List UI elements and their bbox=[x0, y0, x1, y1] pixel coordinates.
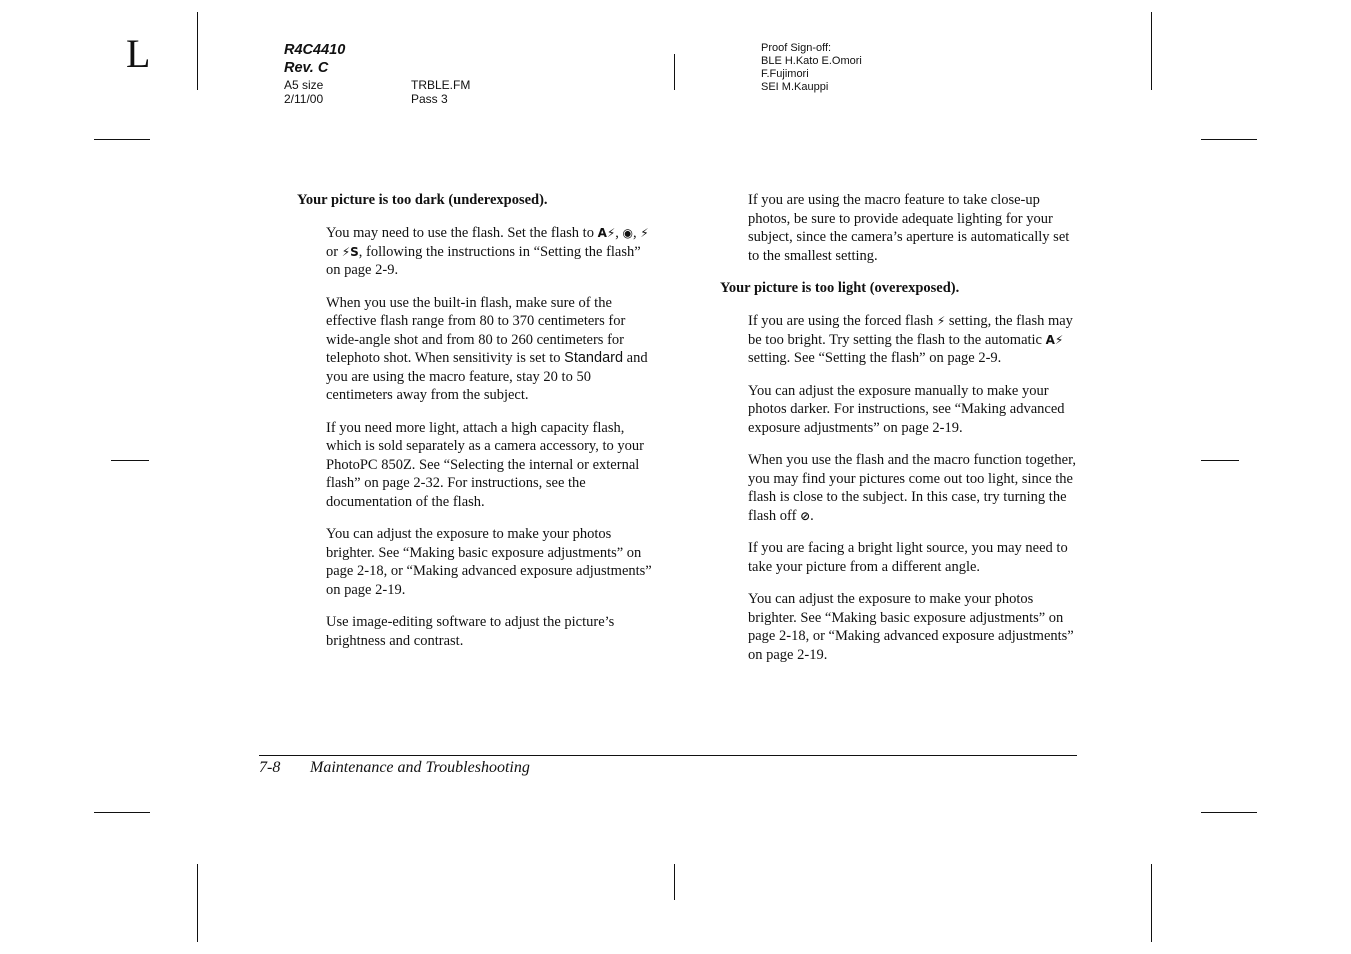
crop-mark bbox=[197, 12, 198, 90]
footer-rule bbox=[259, 755, 1077, 756]
section-heading-underexposed: Your picture is too dark (underexposed). bbox=[297, 192, 548, 208]
pass: Pass 3 bbox=[411, 92, 448, 106]
red-eye-icon: ◉ bbox=[622, 226, 634, 240]
text: setting. See “Setting the flash” on page 2-9. bbox=[748, 350, 1002, 366]
crop-mark bbox=[1201, 812, 1257, 813]
left-column bbox=[326, 224, 656, 664]
crop-mark bbox=[1151, 864, 1152, 942]
crop-mark bbox=[94, 139, 150, 140]
slow-sync-icon: ⚡S bbox=[341, 244, 359, 259]
paragraph: Use image-editing software to adjust the picture’s brightness and contrast. bbox=[326, 614, 615, 649]
paragraph bbox=[326, 224, 656, 280]
proof-signoff bbox=[761, 42, 862, 94]
crop-mark bbox=[1151, 12, 1152, 90]
file-name: TRBLE.FM bbox=[411, 78, 471, 92]
crop-mark bbox=[94, 812, 150, 813]
paragraph: If you are using the macro feature to take close-up photos, be sure to provide adequate lighting for your subject, since the camera’s aperture is automatically set to the smallest setting. bbox=[748, 192, 1070, 264]
crop-mark bbox=[1201, 460, 1239, 461]
page-number: 7-8 bbox=[259, 759, 281, 776]
text: When you use the built-in flash, make sure of the effective flash range from 80 to 370 centimeters for wide-angle shot and from 80 to 260 centimeters for telephoto shot. When sensitivity is set to bbox=[326, 294, 626, 366]
paragraph: If you need more light, attach a high capacity flash, which is sold separately as a camera accessory, to your PhotoPC 850Z. See “Selecting the internal or external flash” on page 2-32. For instructions, see the documentation of the flash. bbox=[326, 419, 644, 510]
standard-label: Standard bbox=[564, 350, 624, 366]
crop-mark bbox=[674, 864, 675, 900]
section-heading-overexposed: Your picture is too light (overexposed). bbox=[720, 280, 960, 296]
crop-mark bbox=[111, 460, 149, 461]
paragraph bbox=[748, 312, 1078, 368]
auto-flash-icon: A⚡ bbox=[1045, 332, 1064, 347]
text: , bbox=[615, 225, 619, 241]
right-column-top bbox=[748, 191, 1078, 279]
flash-off-icon: ⊘ bbox=[800, 508, 811, 523]
paragraph: You can adjust the exposure to make your photos brighter. See “Making basic exposure adjustments” on page 2-18, or “Making advanced exposure adjustments” on page 2-19. bbox=[326, 526, 652, 598]
forced-flash-icon: ⚡ bbox=[640, 226, 649, 240]
forced-flash-icon: ⚡ bbox=[936, 314, 946, 328]
proof-title: Proof Sign-off: bbox=[761, 42, 832, 54]
text: and you are using the macro feature, stay 20 to 50 centimeters away from the subject. bbox=[326, 350, 648, 403]
revision: Rev. C bbox=[284, 60, 329, 76]
text: If you are using the forced flash bbox=[748, 313, 937, 329]
text: , following the instructions in “Setting the flash” on page 2-9. bbox=[326, 243, 641, 278]
proof-line: SEI M.Kauppi bbox=[761, 81, 829, 93]
proof-line: F.Fujimori bbox=[761, 68, 809, 80]
crop-mark bbox=[674, 54, 675, 90]
text: When you use the flash and the macro function together, you may find your pictures come out too light, since the flash is close to the subject. In this case, try turning the flash off bbox=[748, 452, 1076, 524]
crop-mark bbox=[1201, 139, 1257, 140]
crop-mark bbox=[197, 864, 198, 942]
text: setting, the flash may be too bright. Try setting the flash to the automatic bbox=[748, 313, 1073, 348]
paragraph: If you are facing a bright light source, you may need to take your picture from a different angle. bbox=[748, 540, 1068, 575]
right-column bbox=[748, 312, 1078, 678]
date: 2/11/00 bbox=[284, 92, 324, 106]
text: . bbox=[810, 507, 814, 524]
paragraph bbox=[748, 451, 1078, 525]
paragraph: You can adjust the exposure manually to make your photos darker. For instructions, see “Making advanced exposure adjustments” on page 2-19. bbox=[748, 382, 1065, 436]
text: You may need to use the flash. Set the flash to bbox=[326, 225, 598, 241]
corner-letter: L bbox=[126, 31, 151, 76]
doc-id: R4C4410 bbox=[284, 42, 346, 58]
paragraph: You can adjust the exposure to make your photos brighter. See “Making basic exposure adjustments” on page 2-18, or “Making advanced exposure adjustments” on page 2-19. bbox=[748, 591, 1074, 663]
page-size: A5 size bbox=[284, 78, 324, 92]
paragraph bbox=[326, 294, 656, 405]
text: or bbox=[326, 243, 342, 260]
text: , bbox=[633, 225, 641, 241]
proof-line: BLE H.Kato E.Omori bbox=[761, 55, 862, 67]
section-title: Maintenance and Troubleshooting bbox=[310, 759, 530, 776]
auto-flash-icon: A⚡ bbox=[597, 226, 616, 240]
